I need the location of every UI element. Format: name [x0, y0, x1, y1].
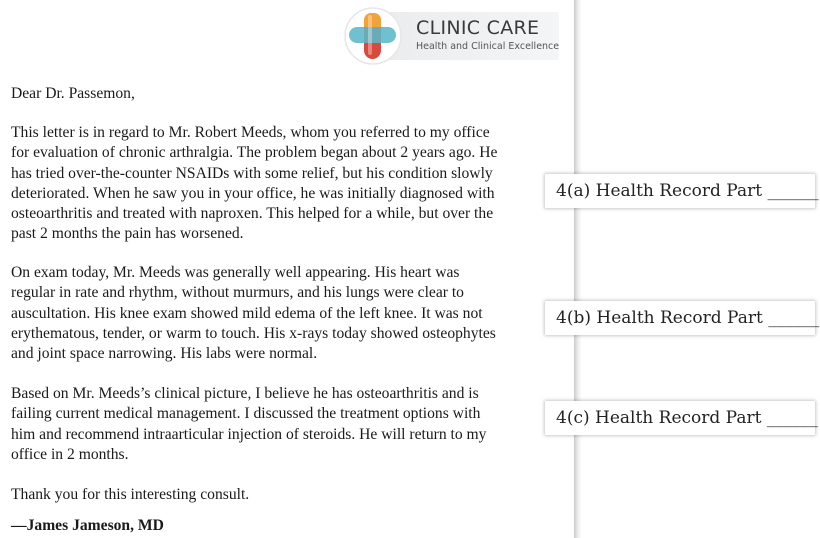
record-part-b-text: 4(b) Health Record Part ______	[556, 308, 820, 328]
record-part-b-label	[545, 301, 820, 335]
text-line: Based on Mr. Meeds’s clinical picture, I believe he has osteoarthritis and is	[11, 385, 479, 402]
letter-paragraph-1	[11, 123, 571, 245]
record-part-a-text: 4(a) Health Record Part ______	[556, 181, 819, 201]
record-part-a-label	[545, 174, 819, 208]
text-line: osteoarthritis and treated with naproxen. This helped for a while, but over the	[11, 205, 494, 223]
record-part-c-label	[545, 401, 818, 435]
text-line: him and recommend intraarticular injection of steroids. He will return to my	[11, 425, 487, 443]
logo-subtitle: Health and Clinical Excellence	[416, 41, 560, 52]
letter-paragraph-2	[11, 263, 571, 364]
pill-cross-logo-icon	[343, 6, 403, 66]
text-line: regular in rate and rhythm, without murmurs, and his lungs were clear to	[11, 284, 464, 302]
text-line: has tried over-the-counter NSAIDs with some relief, but his condition slowly	[11, 164, 493, 182]
text-line: past 2 months the pain has worsened.	[11, 225, 244, 243]
logo-title: CLINIC CARE	[416, 17, 540, 39]
text-line: erythematous, tender, or warm to touch. His x-rays today showed osteophytes	[11, 324, 496, 342]
text-line: office in 2 months.	[11, 445, 129, 463]
text-line: On exam today, Mr. Meeds was generally well appearing. His heart was	[11, 264, 460, 281]
text-line: failing current medical management. I discussed the treatment options with	[11, 405, 481, 423]
text-line: for evaluation of chronic arthralgia. The problem began about 2 years ago. He	[11, 144, 498, 162]
text-line: auscultation. His knee exam showed mild edema of the left knee. It was not	[11, 304, 483, 322]
clinic-logo	[343, 6, 559, 62]
letter-signature: —James Jameson, MD	[11, 517, 164, 534]
text-line: and joint space narrowing. His labs were normal.	[11, 345, 318, 363]
record-part-c-text: 4(c) Health Record Part ______	[556, 408, 818, 428]
letter-paragraph-3	[11, 384, 571, 465]
text-line: This letter is in regard to Mr. Robert Meeds, whom you referred to my office	[11, 124, 490, 141]
letter-closing: Thank you for this interesting consult.	[11, 486, 250, 503]
text-line: deteriorated. When he saw you in your office, he was initially diagnosed with	[11, 184, 495, 202]
letter-greeting: Dear Dr. Passemon,	[11, 85, 135, 102]
answer-area	[582, 0, 820, 538]
page-edge-divider	[574, 0, 582, 538]
